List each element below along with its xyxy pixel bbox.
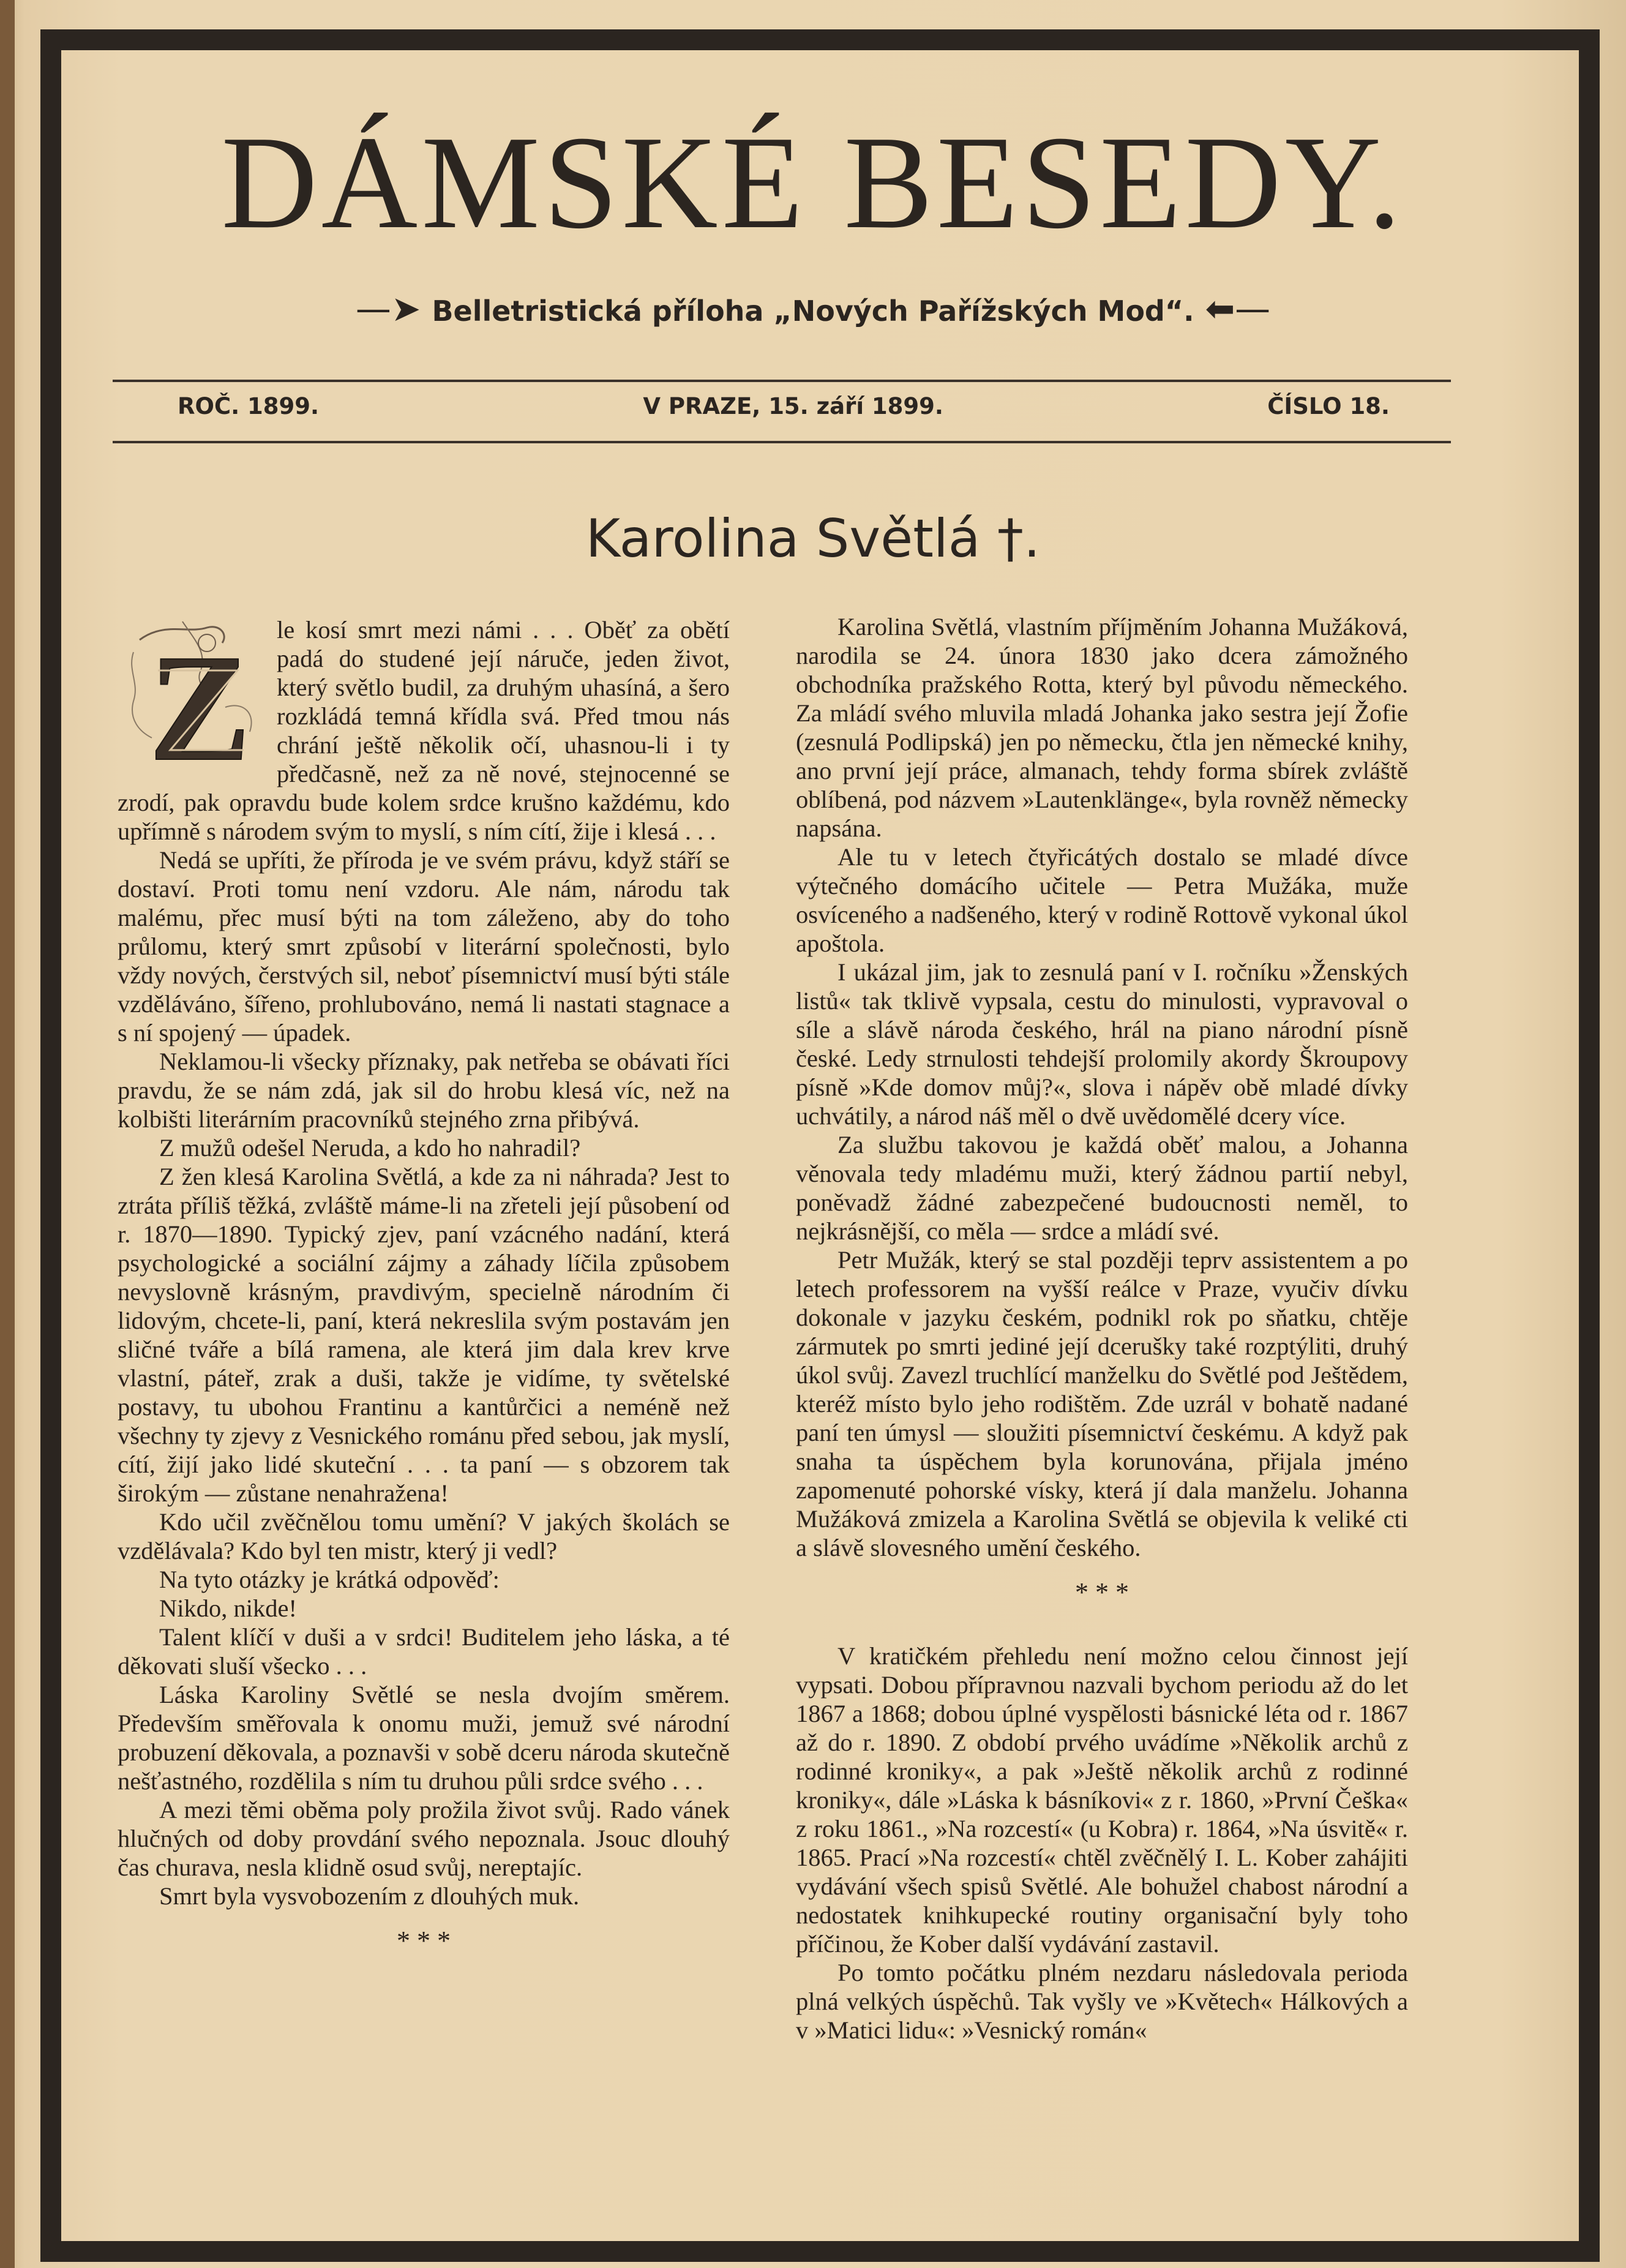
drop-cap-z-ornament xyxy=(115,615,268,779)
left-paragraph: le kosí smrt mezi námi . . . Oběť za obětí padá do studené její náruče, jeden život, který světlo budil, za druhým uhasíná, a šero rozkládá temná křídla svá. Před tmou nás chrání ještě několik očí, uhasnou-li i ty předčasně, než za ně nové, stejnocenné se zrodí, pak opravdu bude kolem srdce krušno každému, kdo upřímně s národem svým to myslí, s ním cítí, žije i klesá . . . xyxy=(118,616,730,845)
left-paragraph: Kdo učil zvěčnělou tomu umění? V jakých školách se vzdělávala? Kdo byl ten mistr, který ji vedl? xyxy=(118,1508,730,1564)
article-title: Karolina Světlá †. xyxy=(585,508,1041,569)
left-paragraph: Z žen klesá Karolina Světlá, a kde za ni náhrada? Jest to ztráta příliš těžká, zvláště máme-li na zřeteli její působení od r. 1870—1890. Typický zjev, paní vzácného nadání, která psychologické a sociální zájmy a záhady líčila způsobem nevyslovně krásným, pravdivým, specielně národním či lidovým, chcete-li, paní, která nekreslila svým postavám jen sličné tváře a bílá ramena, ale která jim dala krev krve vlastní, páteř, zrak a duši, takže je vidíme, ty světelské postavy, tu ubohou Frantinu a kantůrčici a neméně než všechny ty zjevy z Vesnického románu před sebou, jak myslí, cítí, žijí jako lidé skuteční . . . ta paní — s obzorem tak širokým — zůstane nenahražena! xyxy=(118,1163,730,1507)
right-paragraph: Po tomto počátku plném nezdaru následovala perioda plná velkých úspěchů. Tak vyšly ve »Květech« Hálkových a v »Matici lidu«: »Vesnický román« xyxy=(796,1959,1408,2044)
left-paragraph: Láska Karoliny Světlé se nesla dvojím směrem. Především směřovala k onomu muži, jemuž své národní probuzení děkovala, a poznavši v sobě dceru národa skutečně nešťastného, rozdělila s ním tu druhou půli srdce svého . . . xyxy=(118,1681,730,1795)
issue-place-date: V PRAZE, 15. září 1899. xyxy=(643,393,943,419)
section-separator: * * * xyxy=(1075,1577,1129,1607)
right-paragraph: Karolina Světlá, vlastním příjměním Johanna Mužáková, narodila se 24. února 1830 jako dcera zámožného obchodníka pražského Rotta, který byl původu německého. Za mládí svého mluvila mladá Johanka jako sestra její Žofie (zesnulá Podlipská) jen po německu, čtla jen německé knihy, ano první její práce, almanach, tehdy forma sbírek zvláště oblíbená, pod názvem »Lautenklänge«, byla rovněž německy napsána. xyxy=(796,613,1408,842)
issue-number: ČÍSLO 18. xyxy=(1267,393,1390,419)
right-paragraph: Za službu takovou je každá oběť malou, a Johanna věnovala tedy mladému muži, který žádnou partií nebyl, poněvadž žádné zabezpečené budoucnosti neměl, to nejkrásnější, co měla — srdce a mládí své. xyxy=(796,1131,1408,1245)
bottom-rule xyxy=(113,441,1451,443)
issue-year: ROČ. 1899. xyxy=(178,393,320,419)
drop-cap-z-icon xyxy=(115,615,268,779)
masthead-subtitle xyxy=(0,288,1626,329)
right-paragraph: Ale tu v letech čtyřicátých dostalo se mladé dívce výtečného domácího učitele — Petra Mužáka, muže osvíceného a nadšeného, který v rodině Rottově vykonal úkol apoštola. xyxy=(796,843,1408,957)
svg-text:Z: Z xyxy=(149,623,251,779)
left-paragraph: Smrt byla vysvobozením z dlouhých muk. xyxy=(159,1882,580,1910)
left-paragraph: Talent klíčí v duši a v srdci! Buditelem jeho láska, a té děkovati sluší všecko . . . xyxy=(118,1623,730,1680)
arrow-right-icon: —➤ xyxy=(355,288,421,329)
left-paragraph: A mezi těmi oběma poly prožila život svůj. Rado vánek hlučných od doby provdání svého nepoznala. Jsouc dlouhý čas churava, nesla klidně osud svůj, nereptajíc. xyxy=(118,1796,730,1881)
left-paragraph: Na tyto otázky je krátká odpověď: xyxy=(159,1566,500,1593)
left-paragraph: Neklamou-li všecky příznaky, pak netřeba se obávati říci pravdu, že se nám zdá, jak sil do hrobu klesá víc, než na kolbišti literárním pracovníků stejného zrna přibývá. xyxy=(118,1048,730,1133)
right-column xyxy=(796,612,1408,2045)
right-paragraph: V kratičkém přehledu není možno celou činnost její vypsati. Dobou přípravnou nazvali bychom periodu až do let 1867 a 1868; dobou úplné vyspělosti básnické léta od r. 1867 až do r. 1890. Z období prvého uvádíme »Několik archů z rodinné kroniky«, a pak »Ještě několik archů z rodinné kroniky«, dále »Láska k básníkovi« z r. 1860, »První Češka« z roku 1861., »Na rozcestí« (u Kobra) r. 1864, »Na úsvitě« r. 1865. Prací »Na rozcestí« chtěl zvěčnělý I. L. Kober zahájiti vydávání všech spisů Světlé. Ale bohužel chabost národní a nedostatek knihkupecké routiny organisační byly toho příčinou, že Kober další vydávání zastavil. xyxy=(796,1642,1408,1958)
binding-spine xyxy=(0,0,15,2268)
left-column xyxy=(118,615,730,1990)
top-rule xyxy=(113,380,1451,382)
issue-line xyxy=(178,393,1390,419)
left-paragraph: Nedá se upříti, že příroda je ve svém právu, když stáří se dostaví. Proti tomu není vzdoru. Ale nám, národu tak malému, přec musí býti na tom záleženo, aby do toho průlomu, který smrt způsobí v literární společnosti, bylo vždy nových, čerstvých sil, neboť písemnictví musí býti stále vzděláváno, šířeno, prohlubováno, nemá li nastati stagnace a s ní spojený — úpadek. xyxy=(118,846,730,1046)
section-separator: * * * xyxy=(397,1926,451,1956)
left-paragraph: Z mužů odešel Neruda, a kdo ho nahradil? xyxy=(159,1134,581,1162)
right-paragraph: I ukázal jim, jak to zesnulá paní v I. ročníku »Ženských listů« tak tklivě vypsala, cestu do minulosti, vypravoval o síle a slávě národa českého, hrál na piano národní písně české. Ledy strnulosti tehdejší prolomily akordy Škroupovy písně »Kde domov můj?«, slova i nápěv obě mladé dívky uchvátily, a národ náš měl o dvě uvědomělé dcery více. xyxy=(796,958,1408,1130)
arrow-left-icon: ⬅— xyxy=(1205,288,1271,329)
right-paragraph: Petr Mužák, který se stal později teprv assistentem a po letech professorem na vyšší reálce v Praze, vyučiv dívku dokonale v jazyku českém, podnikl rok po sňatku, chtěje zármutek po smrti jediné její dcerušky také rozptýliti, druhý úkol svůj. Zavezl truchlící manželku do Světlé pod Ještědem, kteréž místo bylo jeho rodištěm. Zde uzrál v bohatě nadané paní ten úmysl — sloužiti písemnictví českému. A když pak snaha ta úspěchem byla korunována, přijala jméno zapomenuté pohorské vísky, která jí dala manželu. Johanna Mužáková zmizela a Karolina Světlá se objevila k veliké cti a slávě slovesného umění českého. xyxy=(796,1246,1408,1561)
masthead-title: DÁMSKÉ BESEDY. xyxy=(221,109,1405,257)
subtitle-text: Belletristická příloha „Nových Pařížských Mod“. xyxy=(432,295,1194,328)
left-paragraph: Nikdo, nikde! xyxy=(159,1594,297,1622)
